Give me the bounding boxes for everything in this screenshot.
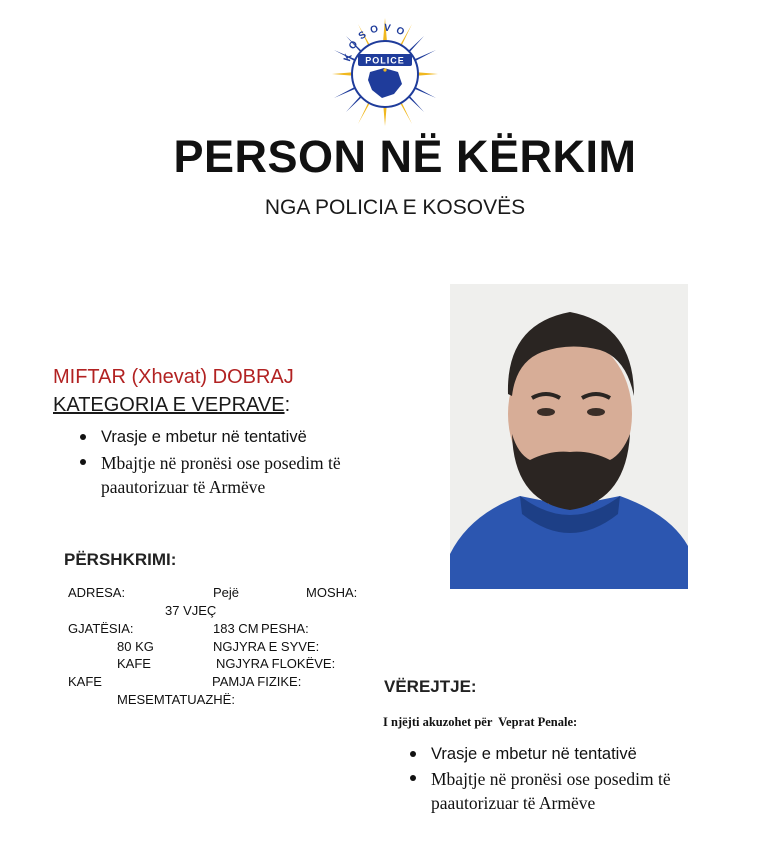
gjatesia-label: GJATËSIA:: [68, 621, 134, 636]
description-heading: PËRSHKRIMI:: [64, 550, 177, 569]
pamja-label: PAMJA FIZIKE:: [212, 674, 302, 689]
person-photo: [450, 284, 688, 589]
mosha-label: MOSHA:: [306, 585, 358, 600]
page-title: PERSON NË KËRKIM: [173, 131, 637, 182]
adresa-value: Pejë: [213, 585, 240, 600]
list-item: Mbajtje në pronësi ose posedim të paautorizuar të Armëve: [78, 451, 358, 499]
portrait-photo-icon: [450, 284, 688, 589]
pesha-value: 80 KG: [117, 639, 154, 654]
remarks-heading: VËREJTJE:: [384, 677, 477, 696]
police-badge-icon: [328, 14, 442, 132]
page-subtitle: NGA POLICIA E KOSOVËS: [264, 196, 526, 219]
adresa-label: ADRESA:: [68, 585, 126, 600]
floke-value: KAFE: [68, 674, 102, 689]
person-name: MIFTAR (Xhevat) DOBRAJ: [53, 366, 294, 388]
list-item: Vrasje e mbetur në tentativë: [78, 426, 358, 448]
sy-label: NGJYRA E SYVE:: [213, 639, 320, 654]
remarks-subheading: I njëjti akuzohet për Veprat Penale:: [383, 715, 578, 729]
pamja-value: MESEMTATUAZHË:: [117, 692, 235, 707]
star-icon: [383, 68, 386, 71]
mosha-value: 37 VJEÇ: [165, 603, 217, 618]
list-item: Vrasje e mbetur në tentativë: [408, 743, 708, 765]
categories-heading: KATEGORIA E VEPRAVE:: [53, 394, 291, 416]
kosovo-police-logo: [328, 14, 442, 132]
gjatesia-value: 183 CM: [213, 621, 259, 636]
sy-value: KAFE: [117, 656, 151, 671]
floke-label: NGJYRA FLOKËVE:: [216, 656, 336, 671]
logo-arc-text: KOSOVO: [342, 22, 411, 63]
remarks-list: [408, 743, 708, 815]
categories-list: [78, 426, 358, 499]
logo-banner-text: POLICE: [365, 55, 405, 66]
pesha-label: PESHA:: [261, 621, 309, 636]
list-item: Mbajtje në pronësi ose posedim të paautorizuar të Armëve: [408, 767, 708, 815]
